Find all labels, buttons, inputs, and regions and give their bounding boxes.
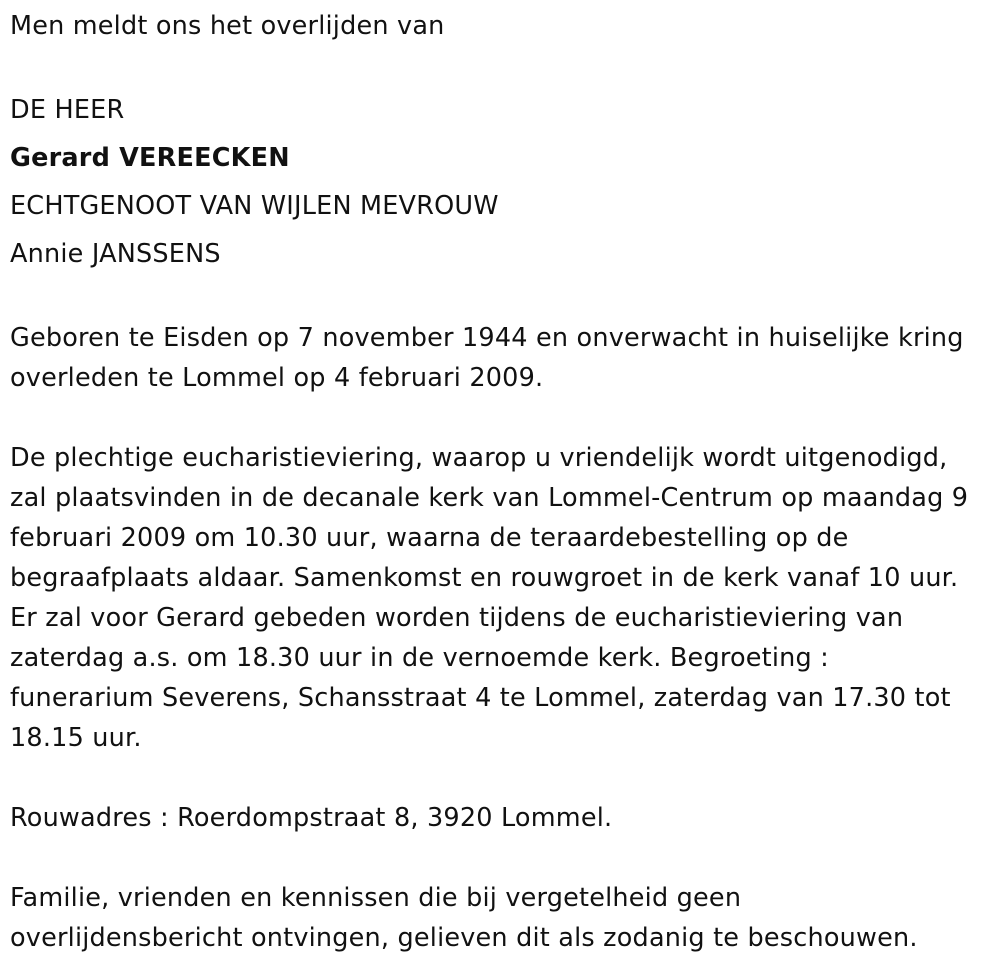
paragraph-line: funerarium Severens, Schansstraat 4 te Lommel, zaterdag van 17.30 tot	[10, 683, 951, 713]
closing-paragraph	[10, 878, 994, 958]
spacer	[10, 278, 994, 318]
paragraph-line: zaterdag a.s. om 18.30 uur in de vernoemde kerk. Begroeting :	[10, 643, 829, 673]
spacer	[10, 398, 994, 438]
paragraph-line: begraafplaats aldaar. Samenkomst en rouwgroet in de kerk vanaf 10 uur.	[10, 563, 959, 593]
paragraph-line: februari 2009 om 10.30 uur, waarna de teraardebestelling op de	[10, 523, 849, 553]
paragraph-line: 18.15 uur.	[10, 723, 142, 753]
spacer	[10, 46, 994, 86]
paragraph-line: Geboren te Eisden op 7 november 1944 en onverwacht in huiselijke kring	[10, 323, 964, 353]
name-block	[10, 86, 994, 278]
spacer	[10, 838, 994, 878]
paragraph-line: zal plaatsvinden in de decanale kerk van Lommel-Centrum op maandag 9	[10, 483, 969, 513]
paragraph-line: overleden te Lommel op 4 februari 2009.	[10, 363, 544, 393]
death-notice	[10, 6, 994, 958]
relation-text: ECHTGENOOT VAN WIJLEN MEVROUW	[10, 191, 499, 221]
mourning-address: Rouwadres : Roerdompstraat 8, 3920 Lommel.	[10, 803, 613, 833]
ceremony-paragraph	[10, 438, 994, 758]
intro-text: Men meldt ons het overlijden van	[10, 11, 445, 41]
paragraph-line: Familie, vrienden en kennissen die bij vergetelheid geen	[10, 883, 742, 913]
paragraph-line: overlijdensbericht ontvingen, gelieven dit als zodanig te beschouwen.	[10, 923, 918, 953]
spacer	[10, 758, 994, 798]
paragraph-line: De plechtige eucharistieviering, waarop u vriendelijk wordt uitgenodigd,	[10, 443, 948, 473]
paragraph-line: Er zal voor Gerard gebeden worden tijdens de eucharistieviering van	[10, 603, 904, 633]
spouse-name: Annie JANSSENS	[10, 239, 221, 269]
birth-death-paragraph	[10, 318, 994, 398]
deceased-name: Gerard VEREECKEN	[10, 143, 290, 173]
honorific: DE HEER	[10, 95, 125, 125]
